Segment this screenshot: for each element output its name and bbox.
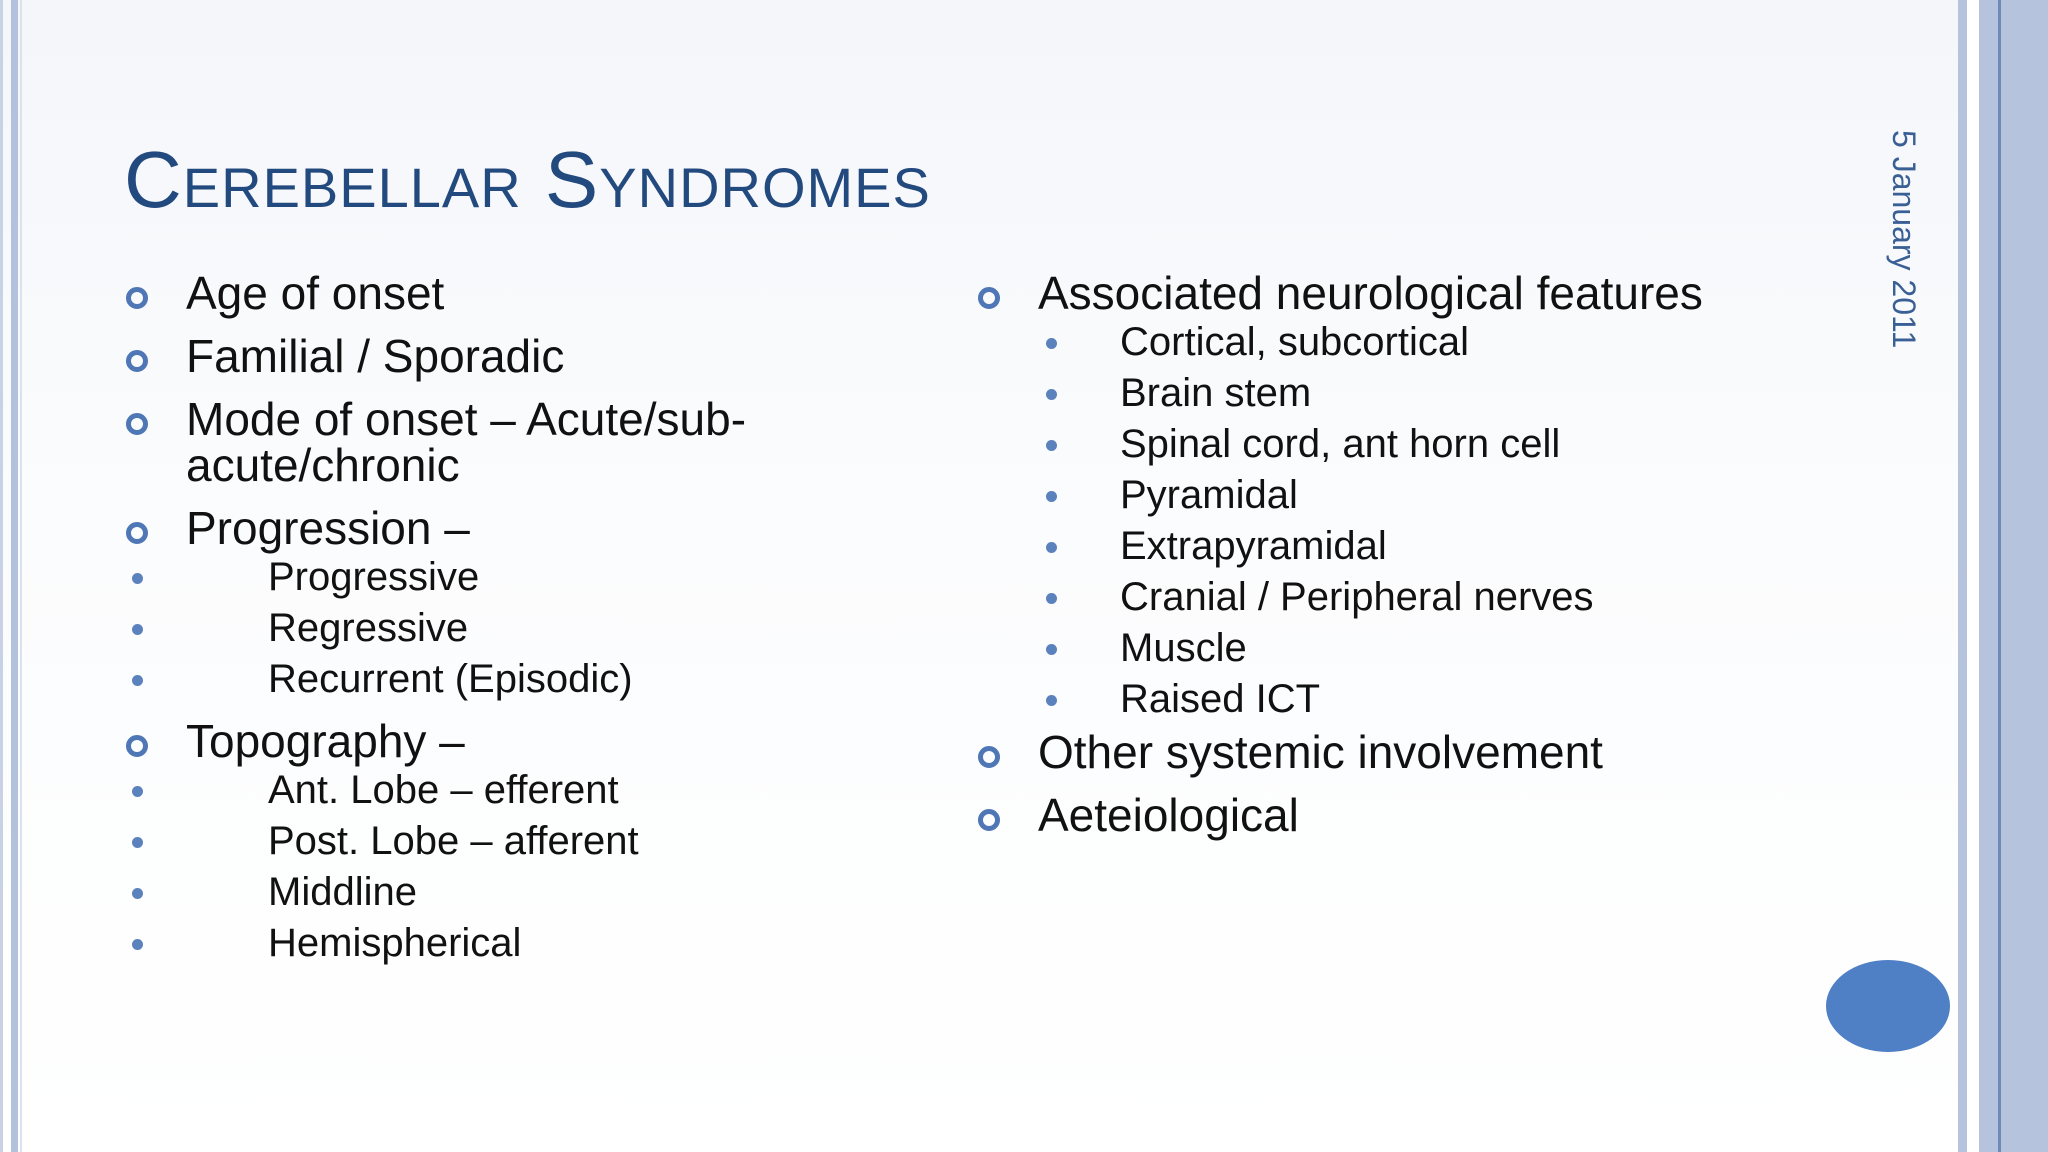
ring-bullet-icon [126,522,148,544]
dot-bullet-icon [1046,695,1057,706]
sub-list-item [976,575,1876,619]
sub-list-item-text: Muscle [1120,626,1247,670]
right-bullet-list [976,267,1876,855]
slide-corner-circle [1826,960,1950,1052]
sub-list-item [976,422,1876,466]
dot-bullet-icon [1046,338,1057,349]
slide-date: 5 January 2011 [1886,130,1922,349]
right-border-gap [1967,0,1979,1152]
sub-list-item-text: Pyramidal [1120,473,1298,517]
ring-bullet-icon [126,287,148,309]
sub-list-item [976,371,1876,415]
list-item [976,789,1876,841]
dot-bullet-icon [132,624,143,635]
dot-bullet-icon [132,939,143,950]
list-item [124,715,944,965]
sub-list-item-text: Middline [268,870,417,914]
list-item-text: Topography – [186,715,465,767]
list-item-text: Familial / Sporadic [186,330,565,382]
sub-list [1038,320,1876,721]
sub-list-item [976,626,1876,670]
sub-list-item-text: Cranial / Peripheral nerves [1120,575,1594,619]
sub-list-item-text: Hemispherical [268,921,522,965]
list-item [976,267,1876,721]
sub-list-item [124,819,944,863]
dot-bullet-icon [132,675,143,686]
sub-list [186,768,944,965]
dot-bullet-icon [1046,440,1057,451]
list-item-text: Progression – [186,502,470,554]
sub-list-item [976,677,1876,721]
sub-list-item [124,921,944,965]
left-border-line [0,0,3,1152]
sub-list-item-text: Cortical, subcortical [1120,320,1470,364]
sub-list-item [124,768,944,812]
dot-bullet-icon [1046,389,1057,400]
sub-list-item-text: Brain stem [1120,371,1312,415]
left-bullet-list [124,267,944,982]
sub-list-item-text: Recurrent (Episodic) [268,657,633,701]
ring-bullet-icon [978,287,1000,309]
ring-bullet-icon [978,746,1000,768]
sub-list-item [124,606,944,650]
list-item [976,726,1876,778]
dot-bullet-icon [1046,542,1057,553]
dot-bullet-icon [1046,491,1057,502]
sub-list-item-text: Regressive [268,606,469,650]
left-border-line-inner [20,0,22,1152]
list-item [124,393,944,491]
dot-bullet-icon [132,888,143,899]
list-item [124,330,944,382]
dot-bullet-icon [1046,644,1057,655]
list-item [124,267,944,319]
sub-list-item-text: Extrapyramidal [1120,524,1387,568]
list-item [124,502,944,701]
ring-bullet-icon [126,735,148,757]
dot-bullet-icon [1046,593,1057,604]
sub-list-item-text: Raised ICT [1120,677,1321,721]
sub-list-item-text: Spinal cord, ant horn cell [1120,422,1561,466]
sub-list-item [976,524,1876,568]
list-item-text: Age of onset [186,267,445,319]
sub-list-item-text: Post. Lobe – afferent [268,819,639,863]
list-item-text: Mode of onset – Acute/sub-acute/chronic [186,393,747,491]
dot-bullet-icon [132,837,143,848]
right-border-bar [2001,0,2048,1152]
sub-list-item [124,657,944,701]
dot-bullet-icon [132,786,143,797]
sub-list-item-text: Progressive [268,555,480,599]
list-item-text: Other systemic involvement [1038,726,1603,778]
ring-bullet-icon [126,413,148,435]
ring-bullet-icon [126,350,148,372]
sub-list-item [976,320,1876,364]
dot-bullet-icon [132,573,143,584]
slide-title: Cerebellar Syndromes [124,135,931,224]
list-item-text: Aeteiological [1038,789,1299,841]
sub-list-item [124,555,944,599]
list-item-text: Associated neurological features [1038,267,1703,319]
sub-list-item [124,870,944,914]
right-border-bar [1979,0,1998,1152]
sub-list [186,555,944,701]
sub-list-item [976,473,1876,517]
ring-bullet-icon [978,809,1000,831]
right-border-bar [1958,0,1967,1152]
left-border-bar [11,0,18,1152]
sub-list-item-text: Ant. Lobe – efferent [268,768,619,812]
